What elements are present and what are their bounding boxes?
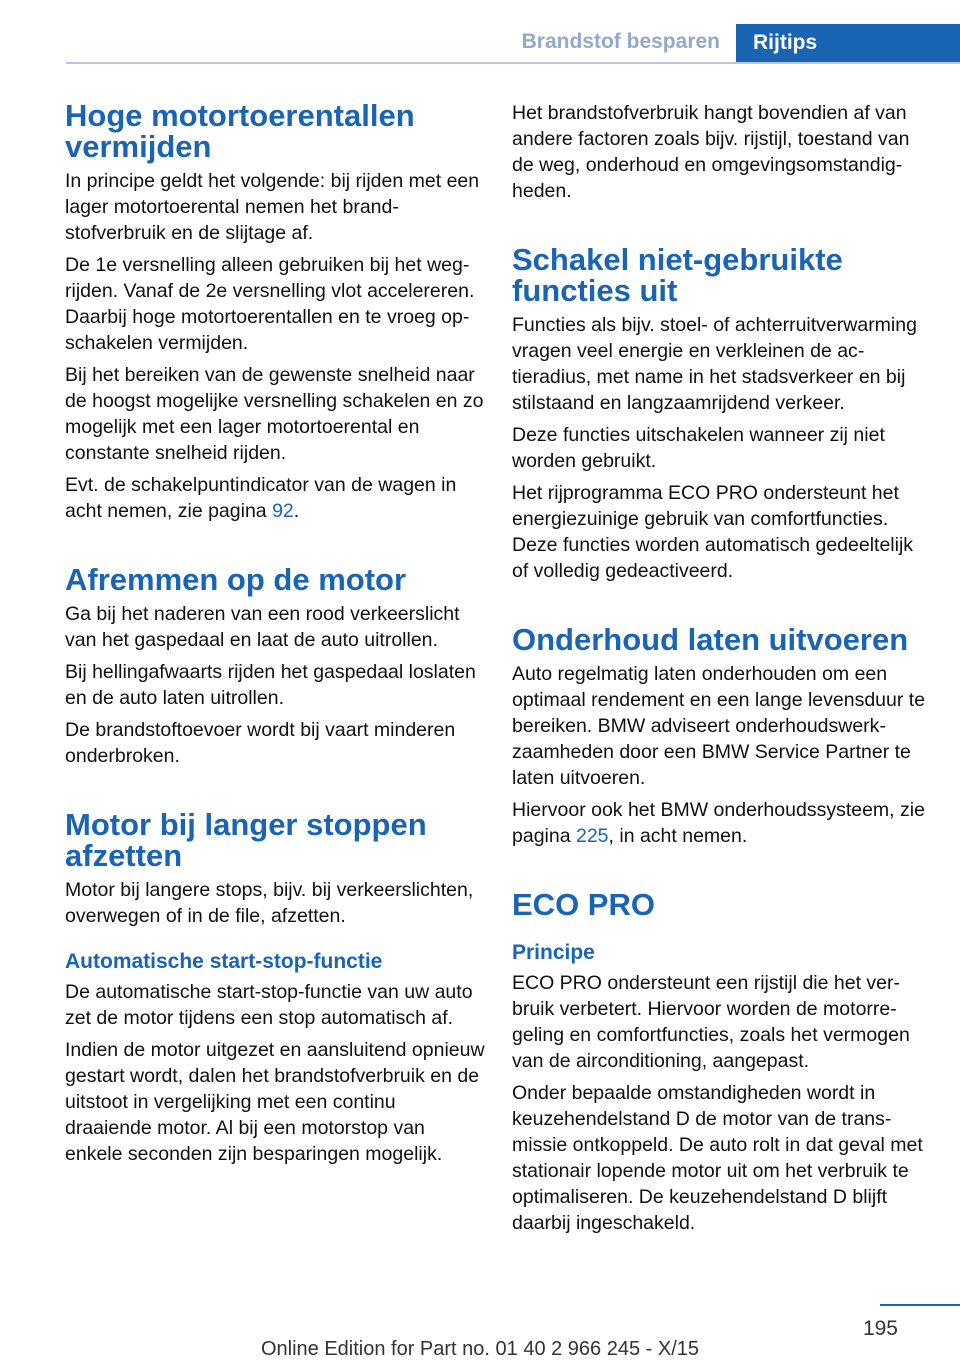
header-section-title: Brandstof besparen: [521, 30, 720, 53]
paragraph: De 1e versnelling alleen gebruiken bij het wegrijden. Vanaf de 2e versnelling vlot accelereren. Daarbij hoge motortoerentallen en te vroeg opschakelen vermijden.: [65, 254, 475, 354]
paragraph: De automatische start-stop-functie van uw auto zet de motor tijdens een stop automatisch af.: [65, 981, 473, 1029]
heading-schakel: Schakel niet-gebruikte functies uit: [512, 242, 843, 308]
text: .: [293, 500, 300, 522]
paragraph: De brandstoftoevoer wordt bij vaart minderen onderbroken.: [65, 719, 456, 767]
left-column: [65, 100, 485, 1173]
paragraph: Deze functies uitschakelen wanneer zij niet worden gebruikt.: [512, 424, 885, 472]
text: Evt. de schakelpuntindicator van de wagen in acht nemen, zie pagina: [65, 474, 457, 522]
page-number: 195: [862, 1317, 898, 1340]
paragraph: Onder bepaalde omstandigheden wordt in keuzehendelstand D de motor van de transmissie ontkoppeld. De auto rolt in dat geval met stationair lopende motor uit om het verbruik te optimaliseren. De keuzehendelstand D blijft daarbij ingeschakeld.: [512, 1082, 923, 1234]
paragraph: In principe geldt het volgende: bij rijden met een lager motortoerental nemen het brandstofverbruik en de slijtage af.: [65, 170, 480, 244]
header-chapter-tab: Rijtips: [736, 24, 960, 62]
page-link-225[interactable]: 225: [575, 825, 609, 847]
text: Hiervoor ook het BMW onderhoudssysteem, zie pagina: [512, 799, 925, 847]
paragraph: Ga bij het naderen van een rood verkeerslicht van het gaspedaal en laat de auto uitrollen.: [65, 603, 460, 651]
subheading-autostart: Automatische start-stop-functie: [65, 950, 383, 973]
paragraph: Bij het bereiken van de gewenste snelheid naar de hoogst mogelijke versnelling schakelen en zo mogelijk met een lager motortoerental en constante snelheid rijden.: [65, 364, 484, 464]
heading-onderhoud: Onderhoud laten uitvoeren: [512, 622, 909, 657]
header-rule: [66, 62, 960, 64]
heading-stoppen: Motor bij langer stoppen afzetten: [65, 807, 427, 873]
paragraph: [65, 472, 485, 524]
heading-toeren: Hoge motortoerentallen vermijden: [65, 98, 415, 164]
paragraph: [512, 797, 932, 849]
paragraph: Het brandstofverbruik hangt bovendien af van andere factoren zoals bijv. rijstijl, toestand van de weg, onderhoud en omgevingsomstandigheden.: [512, 102, 910, 202]
page-link-92[interactable]: 92: [272, 500, 294, 522]
text: , in acht nemen.: [608, 825, 748, 847]
paragraph: Bij hellingafwaarts rijden het gaspedaal loslaten en de auto laten uitrollen.: [65, 661, 476, 709]
paragraph: Functies als bijv. stoel- of achterruitverwarming vragen veel energie en verkleinen de actieradius, met name in het stadsverkeer en bij stilstaand en langzaamrijdend verkeer.: [512, 314, 917, 414]
heading-afremmen: Afremmen op de motor: [65, 562, 407, 597]
subheading-principe: Principe: [512, 941, 595, 964]
paragraph: Het rijprogramma ECO PRO ondersteunt het energiezuinige gebruik van comfortfuncties. Deze functies worden automatisch gedeeltelijk of volledig gedeactiveerd.: [512, 482, 914, 582]
paragraph: Auto regelmatig laten onderhouden om een optimaal rendement en een lange levensduur te bereiken. BMW adviseert onderhoudswerkzaamheden door een BMW Service Partner te laten uitvoeren.: [512, 663, 926, 789]
right-column: [512, 100, 932, 1242]
heading-eco-pro: ECO PRO: [512, 887, 655, 922]
footer-rule: [880, 1304, 960, 1306]
footer-edition: Online Edition for Part no. 01 40 2 966 245 - X/15: [260, 1338, 700, 1360]
paragraph: Indien de motor uitgezet en aansluitend opnieuw gestart wordt, dalen het brandstofverbruik en de uitstoot in vergelijking met een continu draaiende motor. Al bij een motorstop van enkele seconden zijn besparingen mogelijk.: [65, 1039, 485, 1165]
paragraph: ECO PRO ondersteunt een rijstijl die het verbruik verbetert. Hiervoor worden de motorregeling en comfortfuncties, zoals het vermogen van de airconditioning, aangepast.: [512, 972, 910, 1072]
paragraph: Motor bij langere stops, bijv. bij verkeerslichten, overwegen of in de file, afzetten.: [65, 879, 474, 927]
